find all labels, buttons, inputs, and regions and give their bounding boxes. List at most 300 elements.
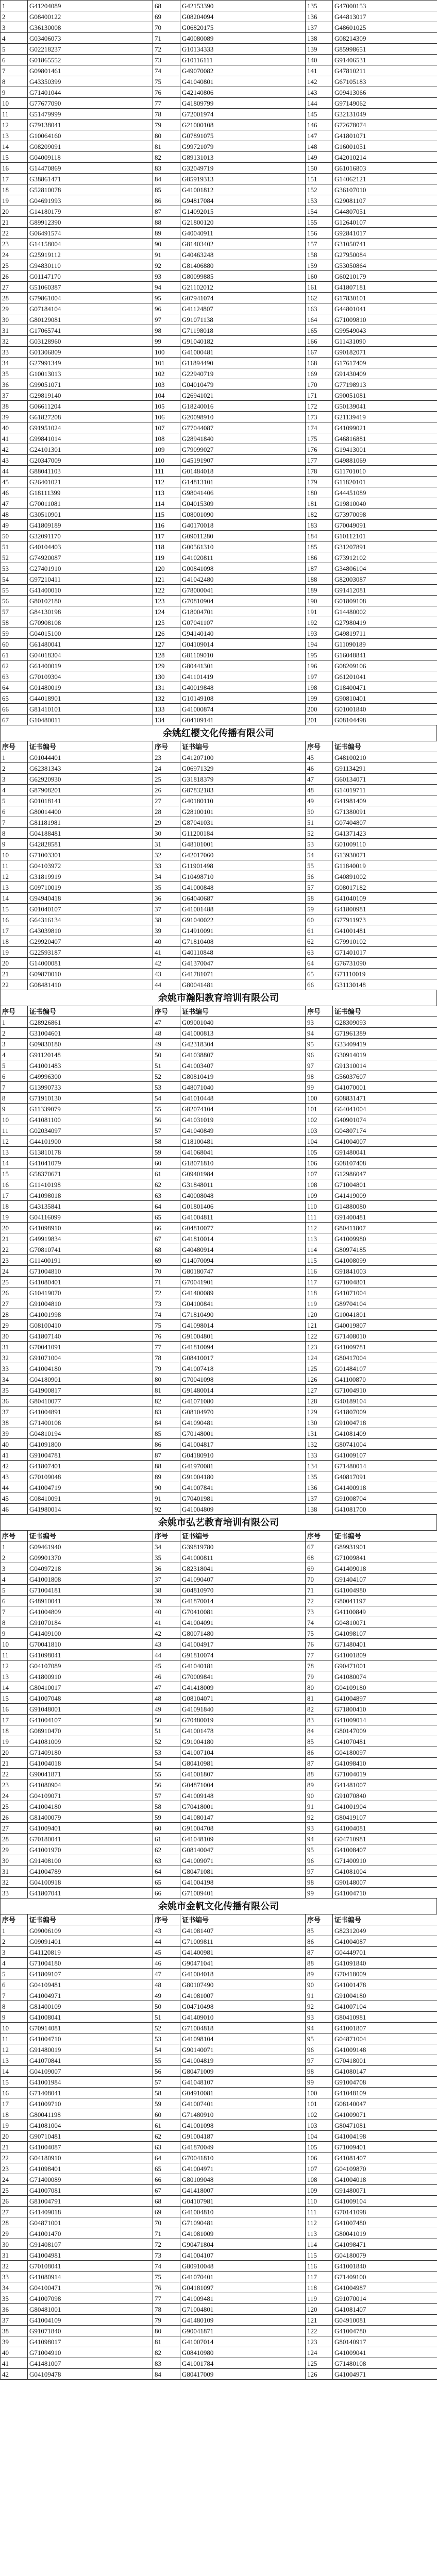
certificate-number-cell: G41098018 [28, 1190, 153, 1201]
serial-number-cell: 165 [306, 325, 333, 336]
serial-number-cell: 150 [306, 163, 333, 174]
table-row [1, 1179, 437, 1190]
certificate-number-cell: G18100481 [180, 1136, 306, 1147]
serial-number-cell: 28 [1, 1309, 28, 1320]
certificate-number-cell: G91004180 [180, 1736, 306, 1747]
serial-number-cell: 85 [306, 1925, 333, 1936]
certificate-number-cell: G91070840 [333, 1790, 437, 1801]
serial-number-cell: 59 [153, 1147, 180, 1158]
certificate-number-cell: G04109014 [180, 639, 306, 650]
serial-number-cell: 137 [306, 22, 333, 33]
table-row [1, 422, 437, 433]
certificate-number-cell: G91071004 [28, 1352, 153, 1363]
table-row [1, 958, 437, 969]
serial-number-cell: 40 [1, 1439, 28, 1450]
certificate-number-cell: G80014400 [28, 806, 153, 817]
certificate-number-cell: G04180910 [180, 1450, 306, 1461]
serial-number-cell: 103 [306, 1125, 333, 1136]
table-row [1, 1704, 437, 1715]
certificate-number-cell: G94940418 [28, 893, 153, 904]
certificate-number-cell: G90471041 [180, 1958, 306, 1969]
table-row [1, 1979, 437, 1990]
certificate-number-cell: G41004987 [333, 2282, 437, 2293]
serial-number-cell: 141 [306, 65, 333, 76]
serial-number-cell: 110 [153, 455, 180, 466]
serial-number-cell: 91 [306, 1990, 333, 2001]
certificate-number-cell: G41040801 [180, 76, 306, 87]
serial-number-cell: 29 [153, 817, 180, 828]
table-row [1, 109, 437, 120]
certificate-number-cell: G41004007 [333, 1136, 437, 1147]
certificate-number-cell: G48910041 [28, 1596, 153, 1606]
certificate-number-cell: G91040182 [180, 336, 306, 347]
serial-number-cell: 9 [1, 1104, 28, 1114]
certificate-number-cell: G41801071 [333, 130, 437, 141]
certificate-number-cell: G71004801 [333, 1179, 437, 1190]
certificate-number-cell: G87908201 [28, 785, 153, 795]
certificate-number-cell: G91430409 [333, 368, 437, 379]
serial-number-cell: 8 [1, 76, 28, 87]
serial-number-cell: 42 [1, 2369, 28, 2380]
table-row [1, 2033, 437, 2044]
serial-number-cell: 106 [306, 1158, 333, 1168]
serial-number-cell: 103 [306, 2120, 333, 2131]
certificate-number-cell: G41001470 [28, 2228, 153, 2239]
certificate-number-cell: G08017182 [333, 882, 437, 893]
serial-number-cell: 24 [1, 249, 28, 260]
certificate-number-cell: G04107089 [28, 1660, 153, 1671]
serial-number-cell: 56 [1, 596, 28, 606]
certificate-number-cell: G76731090 [333, 958, 437, 969]
serial-number-cell: 112 [306, 2217, 333, 2228]
serial-number-cell: 10 [1, 98, 28, 109]
certificate-number-cell: G70480019 [180, 1715, 306, 1725]
serial-number-cell: 42 [1, 444, 28, 455]
serial-number-cell: 13 [1, 882, 28, 893]
certificate-number-cell: G04871004 [180, 1780, 306, 1790]
table-row [1, 1725, 437, 1736]
serial-number-cell: 47 [153, 1017, 180, 1028]
serial-number-cell: 117 [306, 2272, 333, 2282]
certificate-number-cell: G41090407 [180, 1574, 306, 1585]
table-row [1, 271, 437, 282]
serial-number-cell: 1 [1, 1925, 28, 1936]
serial-number-cell: 183 [306, 520, 333, 531]
certificate-number-cell: G07184104 [28, 303, 153, 314]
serial-number-cell: 5 [1, 44, 28, 55]
serial-number-cell: 2 [1, 1552, 28, 1563]
table-row [1, 1190, 437, 1201]
certificate-number-cell: G11820101 [333, 477, 437, 487]
certificate-number-cell: G08400122 [28, 11, 153, 22]
table-row [1, 882, 437, 893]
serial-number-cell: 44 [153, 1650, 180, 1660]
certificate-number-cell: G70418001 [180, 1801, 306, 1812]
serial-number-cell: 90 [153, 239, 180, 249]
certificate-number-cell: G40891002 [333, 871, 437, 882]
certificate-number-cell: G41481007 [333, 1780, 437, 1790]
table-row [1, 1574, 437, 1585]
serial-number-cell: 9 [1, 1628, 28, 1639]
serial-number-cell: 30 [1, 1331, 28, 1342]
serial-number-cell: 105 [306, 1147, 333, 1158]
certificate-number-cell: G41004809 [180, 1504, 306, 1515]
certificate-number-cell: G29081107 [333, 195, 437, 206]
certificate-number-cell: G71090481 [180, 2217, 306, 2228]
certificate-number-cell: G41120819 [28, 1947, 153, 1958]
serial-number-cell: 109 [306, 2185, 333, 2196]
table-row [1, 325, 437, 336]
table-row [1, 2293, 437, 2304]
serial-number-cell: 89 [306, 1780, 333, 1790]
table-row [1, 282, 437, 293]
certificate-number-cell: G47810211 [333, 65, 437, 76]
serial-number-cell: 109 [153, 444, 180, 455]
certificate-number-cell: G77044087 [180, 422, 306, 433]
serial-number-cell: 27 [1, 282, 28, 293]
serial-number-cell: 130 [153, 671, 180, 682]
certificate-number-cell: G41004819 [180, 2055, 306, 2066]
serial-number-cell: 56 [153, 2066, 180, 2077]
table-row [1, 76, 437, 87]
serial-number-cell: 16 [1, 914, 28, 925]
serial-number-cell: 128 [306, 1396, 333, 1406]
certificate-number-cell: G91004187 [180, 2131, 306, 2142]
serial-number-cell: 28 [1, 1834, 28, 1844]
certificate-number-cell: G01044401 [28, 752, 153, 763]
serial-number-cell: 96 [306, 1049, 333, 1060]
serial-number-cell: 105 [153, 401, 180, 412]
serial-number-cell: 44 [153, 979, 180, 990]
certificate-number-cell: G81403402 [180, 239, 306, 249]
certificate-number-cell: G42828581 [28, 839, 153, 850]
serial-number-cell: 124 [306, 1352, 333, 1363]
serial-number-cell: 114 [153, 498, 180, 509]
serial-number-cell: 22 [1, 228, 28, 239]
certificate-number-cell: G61400019 [28, 660, 153, 671]
table-row [1, 1493, 437, 1504]
certificate-number-cell: G08481410 [28, 979, 153, 990]
serial-number-cell: 23 [1, 1780, 28, 1790]
table-row [1, 2326, 437, 2336]
table-row [1, 1947, 437, 1958]
certificate-number-cell: G91048001 [28, 1704, 153, 1715]
table-row [1, 1834, 437, 1844]
table-row [1, 904, 437, 914]
certificate-number-cell: G41004971 [333, 2369, 437, 2380]
certificate-number-cell: G31207891 [333, 541, 437, 552]
serial-number-cell: 118 [153, 541, 180, 552]
certificate-number-cell: G58370671 [28, 1168, 153, 1179]
certificate-number-cell: G41009071 [333, 2109, 437, 2120]
serial-number-cell: 17 [1, 174, 28, 184]
serial-number-cell: 57 [153, 1790, 180, 1801]
serial-number-cell: 21 [1, 1233, 28, 1244]
serial-number-cell: 63 [153, 1855, 180, 1866]
certificate-number-cell: G01484107 [333, 1363, 437, 1374]
table-row [1, 368, 437, 379]
serial-number-cell: 70 [153, 1266, 180, 1277]
certificate-number-cell: G08410980 [180, 2347, 306, 2358]
certificate-number-cell: G41080074 [333, 1671, 437, 1682]
serial-number-cell: 47 [1, 498, 28, 509]
certificate-number-cell: G08104498 [333, 715, 437, 725]
certificate-number-cell: G70108041 [28, 2261, 153, 2272]
table-row [1, 2098, 437, 2109]
certificate-number-cell: G41101419 [180, 671, 306, 682]
certificate-number-cell: G01480019 [28, 682, 153, 693]
serial-number-cell: 199 [306, 693, 333, 704]
certificate-number-cell: G04871004 [333, 2033, 437, 2044]
table-row [1, 293, 437, 303]
serial-number-cell: 17 [1, 925, 28, 936]
table-row [1, 1936, 437, 1947]
serial-number-cell: 180 [306, 487, 333, 498]
company-title: 余姚红樱文化传播有限公司 [0, 725, 437, 741]
serial-number-cell: 23 [1, 239, 28, 249]
certificate-number-cell: G41004198 [333, 2131, 437, 2142]
serial-number-cell: 118 [306, 1287, 333, 1298]
serial-number-cell: 92 [153, 260, 180, 271]
table-row [1, 1823, 437, 1834]
serial-number-cell: 1 [1, 1541, 28, 1552]
serial-number-cell: 114 [306, 2239, 333, 2250]
serial-number-cell: 89 [306, 1969, 333, 1979]
table-row [1, 969, 437, 979]
table-row [1, 1374, 437, 1385]
serial-number-cell: 37 [1, 390, 28, 401]
certificate-number-cell: G08104071 [180, 1693, 306, 1704]
certificate-number-cell: G41100870 [333, 1374, 437, 1385]
serial-number-cell: 72 [153, 1287, 180, 1298]
table-row [1, 2174, 437, 2185]
table-row [1, 785, 437, 795]
serial-number-cell: 24 [1, 2174, 28, 2185]
serial-number-cell: 11 [1, 2033, 28, 2044]
serial-number-cell: 75 [153, 1320, 180, 1331]
serial-number-cell: 106 [153, 412, 180, 422]
certificate-number-cell: G41008099 [333, 1255, 437, 1266]
serial-number-cell: 99 [306, 2077, 333, 2088]
certificate-number-cell: G78000041 [180, 585, 306, 596]
table-row [1, 1801, 437, 1812]
serial-number-cell: 74 [153, 65, 180, 76]
certificate-number-cell: G70418009 [333, 1969, 437, 1979]
certificate-number-cell: G70180041 [28, 1834, 153, 1844]
serial-number-cell: 101 [306, 1104, 333, 1114]
certificate-number-cell: G04100918 [28, 1877, 153, 1888]
certificate-number-cell: G04181097 [180, 2282, 306, 2293]
table-row [1, 1628, 437, 1639]
table-row [1, 217, 437, 228]
table-row [1, 763, 437, 774]
serial-number-cell: 97 [153, 314, 180, 325]
serial-number-cell: 140 [306, 55, 333, 65]
certificate-number-cell: G11701010 [333, 466, 437, 477]
table-header-row [1, 1006, 437, 1017]
serial-number-cell: 44 [1, 1482, 28, 1493]
certificate-table [0, 1530, 437, 1899]
table-row [1, 303, 437, 314]
certificate-number-cell: G41001478 [180, 1725, 306, 1736]
certificate-number-cell: G41009710 [28, 2098, 153, 2109]
certificate-number-cell: G70148001 [180, 1428, 306, 1439]
certificate-number-cell: G40080089 [180, 33, 306, 44]
certificate-number-cell: G60134071 [333, 774, 437, 785]
certificate-number-cell: G41004789 [28, 1866, 153, 1877]
certificate-number-cell: G10064160 [28, 130, 153, 141]
certificate-number-cell: G81400079 [28, 1812, 153, 1823]
certificate-number-cell: G34806104 [333, 563, 437, 574]
certificate-number-cell: G44451089 [333, 487, 437, 498]
table-row [1, 1212, 437, 1223]
certificate-number-cell: G07891075 [180, 130, 306, 141]
certificate-number-cell: G71408041 [28, 2088, 153, 2098]
table-row [1, 795, 437, 806]
serial-number-cell: 44 [1, 466, 28, 477]
certificate-number-cell: G41007014 [180, 2336, 306, 2347]
table-row [1, 1277, 437, 1287]
column-header: 序号 [1, 741, 28, 752]
certificate-number-cell: G48071040 [180, 1082, 306, 1093]
table-row [1, 1606, 437, 1617]
serial-number-cell: 52 [153, 1736, 180, 1747]
table-row [1, 1925, 437, 1936]
serial-number-cell: 70 [153, 2217, 180, 2228]
certificate-number-cell: G40019807 [333, 1320, 437, 1331]
certificate-number-cell: G71401044 [28, 87, 153, 98]
certificate-number-cell: G79099027 [180, 444, 306, 455]
certificate-number-cell: G14062121 [333, 174, 437, 184]
table-row [1, 1309, 437, 1320]
serial-number-cell: 43 [1, 1471, 28, 1482]
certificate-number-cell: G41031019 [180, 1114, 306, 1125]
serial-number-cell: 76 [153, 2282, 180, 2293]
table-row [1, 65, 437, 76]
serial-number-cell: 61 [1, 650, 28, 660]
table-row [1, 2012, 437, 2023]
certificate-number-cell: G80147009 [333, 1725, 437, 1736]
table-row [1, 1541, 437, 1552]
certificate-number-cell: G01865552 [28, 55, 153, 65]
serial-number-cell: 95 [306, 2033, 333, 2044]
table-row [1, 2347, 437, 2358]
certificate-number-cell: G11431090 [333, 336, 437, 347]
certificate-number-cell: G41480109 [180, 2315, 306, 2326]
serial-number-cell: 120 [306, 2304, 333, 2315]
serial-number-cell: 12 [1, 871, 28, 882]
serial-number-cell: 88 [306, 1769, 333, 1780]
serial-number-cell: 7 [1, 1082, 28, 1093]
serial-number-cell: 34 [1, 358, 28, 368]
serial-number-cell: 10 [1, 2023, 28, 2033]
certificate-number-cell: G08104970 [180, 1406, 306, 1417]
serial-number-cell: 32 [1, 2261, 28, 2272]
certificate-number-cell: G71400108 [28, 1417, 153, 1428]
serial-number-cell: 78 [153, 1352, 180, 1363]
certificate-number-cell: G41001808 [28, 1574, 153, 1585]
column-header: 证书编号 [28, 1006, 153, 1017]
certificate-number-cell: G80974185 [333, 1244, 437, 1255]
certificate-number-cell: G04109870 [333, 2163, 437, 2174]
certificate-number-cell: G41004018 [333, 2174, 437, 2185]
certificate-number-cell: G71409180 [28, 1747, 153, 1758]
serial-number-cell: 88 [153, 217, 180, 228]
certificate-number-cell: G80441301 [180, 660, 306, 671]
serial-number-cell: 169 [306, 368, 333, 379]
serial-number-cell: 6 [1, 1979, 28, 1990]
certificate-number-cell: G32131049 [333, 109, 437, 120]
certificate-number-cell: G06820175 [180, 22, 306, 33]
certificate-number-cell: G80041481 [180, 979, 306, 990]
certificate-number-cell: G41000481 [180, 347, 306, 358]
serial-number-cell: 110 [306, 1201, 333, 1212]
serial-number-cell: 61 [306, 925, 333, 936]
certificate-table [0, 0, 437, 725]
serial-number-cell: 117 [306, 1277, 333, 1287]
table-row [1, 1396, 437, 1406]
certificate-number-cell: G70041810 [180, 2153, 306, 2163]
serial-number-cell: 113 [306, 2228, 333, 2239]
serial-number-cell: 14 [1, 2066, 28, 2077]
table-row [1, 1320, 437, 1331]
certificate-number-cell: G49881069 [333, 455, 437, 466]
serial-number-cell: 193 [306, 628, 333, 639]
serial-number-cell: 16 [1, 163, 28, 174]
certificate-number-cell: G41400089 [180, 1287, 306, 1298]
certificate-number-cell: G97149062 [333, 98, 437, 109]
serial-number-cell: 135 [306, 1471, 333, 1482]
serial-number-cell: 113 [153, 487, 180, 498]
certificate-number-cell: G41001904 [333, 1801, 437, 1812]
table-row [1, 314, 437, 325]
serial-number-cell: 53 [153, 1082, 180, 1093]
serial-number-cell: 128 [153, 650, 180, 660]
serial-number-cell: 19 [1, 2120, 28, 2131]
certificate-number-cell: G40019848 [180, 682, 306, 693]
certificate-number-cell: G04871001 [28, 2217, 153, 2228]
serial-number-cell: 70 [306, 1574, 333, 1585]
serial-number-cell: 60 [153, 1158, 180, 1168]
serial-number-cell: 66 [153, 1888, 180, 1899]
serial-number-cell: 117 [153, 531, 180, 541]
table-row [1, 249, 437, 260]
serial-number-cell: 65 [153, 2163, 180, 2174]
certificate-number-cell: G41098107 [333, 1628, 437, 1639]
certificate-number-cell: G41409018 [28, 2207, 153, 2217]
certificate-number-cell: G85919313 [180, 174, 306, 184]
table-row [1, 1244, 437, 1255]
certificate-number-cell: G41007098 [28, 2293, 153, 2304]
serial-number-cell: 67 [153, 2185, 180, 2196]
serial-number-cell: 93 [306, 1823, 333, 1834]
serial-number-cell: 22 [1, 979, 28, 990]
serial-number-cell: 77 [153, 1342, 180, 1352]
certificate-number-cell: G36130008 [28, 22, 153, 33]
table-row [1, 2239, 437, 2250]
serial-number-cell: 10 [1, 1639, 28, 1650]
serial-number-cell: 21 [1, 1758, 28, 1769]
serial-number-cell: 7 [1, 1990, 28, 2001]
serial-number-cell: 124 [306, 2347, 333, 2358]
column-header: 序号 [153, 1531, 180, 1541]
certificate-number-cell: G72001974 [180, 109, 306, 120]
certificate-number-cell: G28309093 [333, 1017, 437, 1028]
certificate-number-cell: G01801406 [180, 1201, 306, 1212]
certificate-number-cell: G08140047 [333, 2098, 437, 2109]
serial-number-cell: 111 [306, 1212, 333, 1223]
certificate-number-cell: G51479999 [28, 109, 153, 120]
